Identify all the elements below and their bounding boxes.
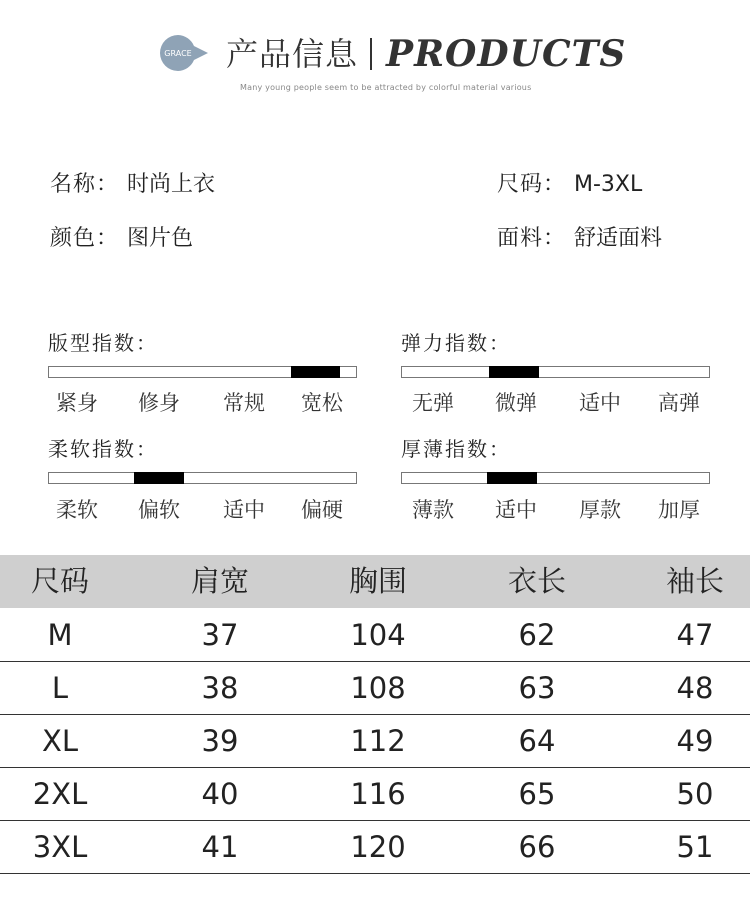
scale-elasticity-label: 无弹 [412, 391, 454, 415]
cell-sleeve: 51 [676, 830, 714, 864]
info-fabric-label: 面料： [497, 226, 567, 251]
scale-elasticity-bar [401, 366, 710, 378]
cell-chest: 104 [350, 618, 406, 652]
cell-sleeve: 50 [676, 777, 714, 811]
header-length: 衣长 [507, 564, 566, 598]
scale-softness-label: 适中 [223, 498, 265, 522]
scale-thickness-indicator [487, 472, 537, 484]
cell-sleeve: 48 [676, 671, 714, 705]
page-subtitle: Many young people seem to be attracted by colorful material various [240, 83, 532, 92]
scale-thickness-label: 适中 [495, 498, 537, 522]
info-size [497, 171, 642, 199]
info-size-label: 尺码： [497, 172, 567, 197]
cell-chest: 120 [350, 830, 406, 864]
cell-shoulder: 40 [201, 777, 239, 811]
scale-fit-label: 紧身 [56, 391, 98, 415]
info-name [50, 171, 215, 199]
scale-thickness-label: 厚款 [579, 498, 621, 522]
cell-length: 65 [518, 777, 556, 811]
scale-fit-indicator [291, 366, 340, 378]
scale-thickness-label: 薄款 [412, 498, 454, 522]
scale-elasticity-title: 弹力指数： [401, 331, 511, 355]
table-row [0, 662, 750, 715]
header-size: 尺码 [30, 564, 89, 598]
cell-size: 2XL [32, 777, 88, 811]
cell-chest: 112 [350, 724, 406, 758]
cell-size: M [47, 618, 73, 652]
table-row [0, 768, 750, 821]
cell-shoulder: 41 [201, 830, 239, 864]
header-sleeve: 袖长 [665, 564, 724, 598]
scale-softness-indicator [134, 472, 184, 484]
cell-length: 64 [518, 724, 556, 758]
table-row [0, 715, 750, 768]
scale-elasticity-label: 适中 [579, 391, 621, 415]
info-color-label: 颜色： [50, 226, 120, 251]
scale-fit-bar [48, 366, 357, 378]
scale-elasticity-label: 高弹 [658, 391, 700, 415]
scale-fit-label: 宽松 [301, 391, 343, 415]
scale-fit-label: 修身 [138, 391, 180, 415]
title-divider [370, 38, 372, 70]
cell-length: 66 [518, 830, 556, 864]
cell-sleeve: 49 [676, 724, 714, 758]
size-table-header [0, 555, 750, 608]
table-row [0, 609, 750, 662]
scale-softness-label: 偏软 [138, 498, 180, 522]
cell-chest: 108 [350, 671, 406, 705]
page-title-en: PRODUCTS [386, 33, 627, 75]
cell-length: 62 [518, 618, 556, 652]
table-row [0, 821, 750, 874]
scale-fit-title: 版型指数： [48, 331, 158, 355]
cell-size: XL [41, 724, 79, 758]
grace-badge-icon [158, 33, 208, 73]
scale-softness-label: 柔软 [56, 498, 98, 522]
info-name-label: 名称： [50, 172, 120, 197]
header-shoulder: 肩宽 [190, 564, 249, 598]
page-title-cn: 产品信息 [226, 35, 359, 73]
scale-elasticity-label: 微弹 [495, 391, 537, 415]
scale-softness-bar [48, 472, 357, 484]
info-fabric [497, 225, 662, 253]
header-chest: 胸围 [348, 564, 407, 598]
scale-thickness-label: 加厚 [658, 498, 700, 522]
cell-sleeve: 47 [676, 618, 714, 652]
scale-softness-title: 柔软指数： [48, 437, 158, 461]
badge-text: GRACE [164, 49, 192, 58]
cell-size: 3XL [32, 830, 88, 864]
cell-shoulder: 37 [201, 618, 239, 652]
scale-softness-label: 偏硬 [301, 498, 343, 522]
info-color [50, 225, 193, 253]
cell-length: 63 [518, 671, 556, 705]
scale-thickness-title: 厚薄指数： [401, 437, 511, 461]
info-color-value: 图片色 [127, 226, 194, 251]
scale-fit-label: 常规 [223, 391, 265, 415]
info-name-value: 时尚上衣 [127, 172, 216, 197]
cell-shoulder: 39 [201, 724, 239, 758]
scale-elasticity-indicator [489, 366, 539, 378]
cell-shoulder: 38 [201, 671, 239, 705]
info-fabric-value: 舒适面料 [574, 226, 663, 251]
scale-thickness-bar [401, 472, 710, 484]
info-size-value: M-3XL [574, 172, 643, 197]
cell-chest: 116 [350, 777, 406, 811]
cell-size: L [51, 671, 69, 705]
